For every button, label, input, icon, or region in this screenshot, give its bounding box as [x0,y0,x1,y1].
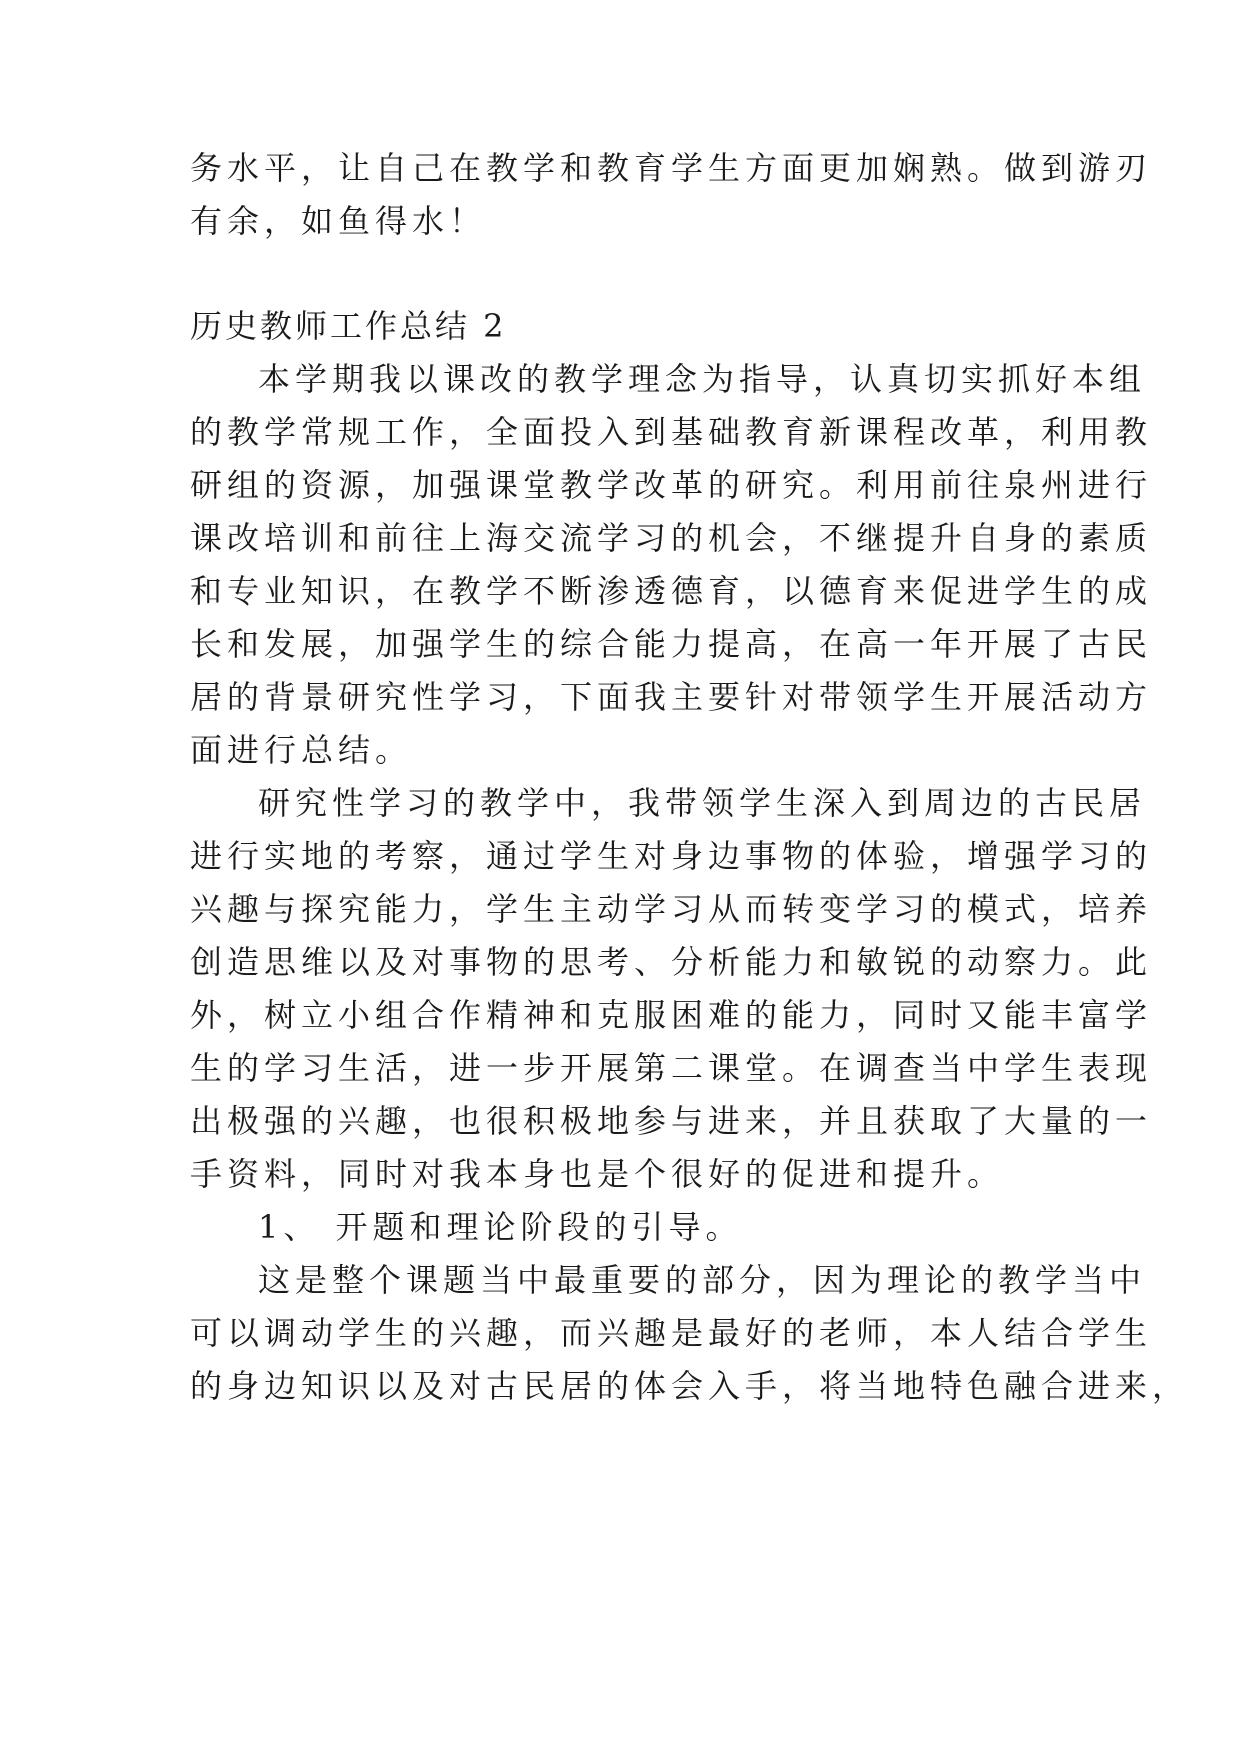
paragraph1-line-4: 课改培训和前往上海交流学习的机会，不继提升自身的素质 [190,519,1153,557]
list-item-1: 1、 开题和理论阶段的引导。 [258,1208,743,1246]
paragraph1-line-7: 居的背景研究性学习，下面我主要针对带领学生开展活动方 [190,678,1153,716]
paragraph1-line-2: 的教学常规工作，全面投入到基础教育新课程改革，利用教 [190,413,1153,451]
paragraph1-line-6: 长和发展，加强学生的综合能力提高，在高一年开展了古民 [190,625,1153,663]
paragraph1-line-3: 研组的资源，加强课堂教学改革的研究。利用前往泉州进行 [190,466,1153,504]
paragraph2-line-5: 外，树立小组合作精神和克服困难的能力，同时又能丰富学 [190,996,1153,1034]
paragraph2-line-8: 手资料，同时对我本身也是个很好的促进和提升。 [190,1155,1005,1193]
paragraph1-line-1: 本学期我以课改的教学理念为指导，认真切实抓好本组 [258,360,1147,398]
paragraph2-line-4: 创造思维以及对事物的思考、分析能力和敏锐的动察力。此 [190,943,1153,981]
continuation-line-1: 务水平，让自己在教学和教育学生方面更加娴熟。做到游刃 [190,149,1153,187]
paragraph2-line-1: 研究性学习的教学中，我带领学生深入到周边的古民居 [258,784,1147,822]
paragraph2-line-7: 出极强的兴趣，也很积极地参与进来，并且获取了大量的一 [190,1102,1153,1140]
paragraph1-line-8: 面进行总结。 [190,731,413,769]
paragraph3-line-1: 这是整个课题当中最重要的部分，因为理论的教学当中 [258,1261,1147,1299]
section-title: 历史教师工作总结 2 [190,307,507,345]
continuation-line-2: 有余，如鱼得水！ [190,202,487,240]
paragraph2-line-3: 兴趣与探究能力，学生主动学习从而转变学习的模式，培养 [190,890,1153,928]
paragraph3-line-2: 可以调动学生的兴趣，而兴趣是最好的老师，本人结合学生 [190,1314,1153,1352]
paragraph2-line-6: 生的学习生活，进一步开展第二课堂。在调查当中学生表现 [190,1049,1153,1087]
paragraph3-line-3: 的身边知识以及对古民居的体会入手，将当地特色融合进来， [190,1367,1190,1405]
paragraph1-line-5: 和专业知识，在教学不断渗透德育，以德育来促进学生的成 [190,572,1153,610]
paragraph2-line-2: 进行实地的考察，通过学生对身边事物的体验，增强学习的 [190,837,1153,875]
